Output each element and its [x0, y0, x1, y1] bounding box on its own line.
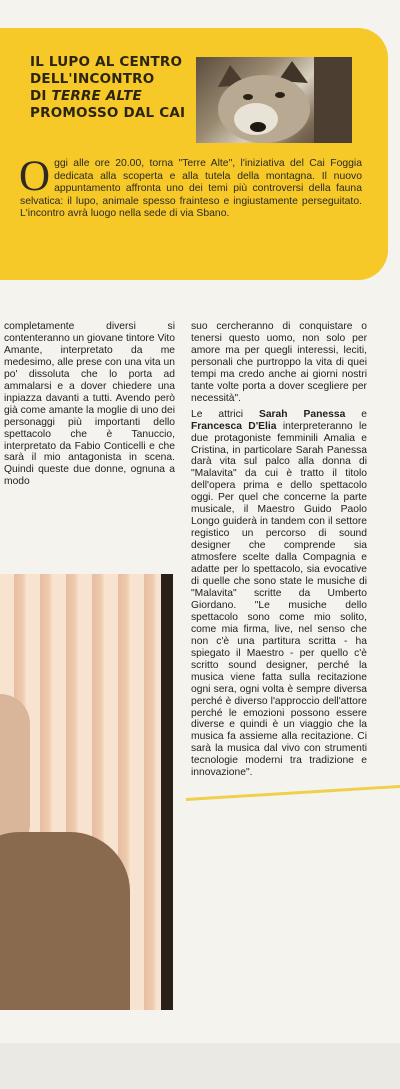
photo-shadow — [161, 574, 173, 1010]
right-column-paragraph-2 — [191, 409, 367, 780]
article-right-column — [191, 321, 367, 783]
actress-name-1: Sarah Panessa — [258, 408, 346, 420]
box-headline — [30, 54, 200, 122]
actress-name-2: Francesca D'Elia — [191, 420, 277, 432]
drop-cap: O — [19, 153, 51, 200]
headline-line-1: IL LUPO AL CENTRO — [30, 54, 183, 70]
photo-person-body — [0, 832, 130, 1010]
intro-text: ggi alle ore 20.00, torna "Terre Alte", l'iniziativa del Cai Foggia dedicata alla scoperta e alla tutela della montagna. Il nuovo appuntamento affronta uno dei temi più controversi della fauna selvatica: il lupo, animale spesso frainteso e ingiustamente perseguitato. L'incontro avrà luogo nella sede di via Sbano. — [20, 158, 362, 220]
page-bottom-margin — [0, 1043, 400, 1089]
article-photo — [0, 574, 173, 1010]
highlight-line — [186, 785, 400, 801]
p2-text-c: interpreteranno le due protagoniste femminili Amalia e Cristina, in particolare Sarah Panessa darà vita sul palco alla donna di "Malavita" da cui è tratto il titolo dell'opera prima e dello spettacolo oggi. Per quel che concerne la parte musicale, il Maestro Guido Paolo Longo guiderà in tandem con il settore registico un percorso di sound designer che comprende sia atmosfere scelte dalla Compagnia e adatte per lo spettacolo, sia evocative di quelle che sono state le musiche di "Malavita" scritte da Umberto Giordano. "Le musiche dello spettacolo sono come mio solito, come mia firma, live, nel senso che non c'è una partitura scritta - ha spiegato il Maestro - per quello c'è scritto sound designer, perché la musica viene fatta sulla recitazione ogni sera, ogni volta è sempre diversa perché è diverso l'approccio dell'attore perché le emozioni possono essere diverse e quindi è un viaggio che la musica fa assieme alla recitazione. Ci sarà la musica dal vivo con strumenti tecnologie moderni tra tradizione e innovazione". — [191, 420, 367, 779]
p2-text-b: e — [345, 408, 367, 420]
left-column-text: completamente diversi si contenteranno un giovane tintore Vito Amante, interpretato da me medesimo, alle prese con una vita un po' dissoluta che lo porta ad ammalarsi e a dover chiedere una inpiazza davanti a tutti. Avendo però già come amante la moglie di uno dei personaggi più importanti dello spettacolo che è Tanuccio, interpretato da Fabio Conticelli e che sarà il mio antagonista in scena. Quindi queste due donne, ognuna a modo — [4, 321, 175, 488]
headline-line-3 — [30, 88, 200, 105]
wolf-photo — [196, 57, 352, 143]
headline-line-2: DELL'INCONTRO — [30, 71, 155, 87]
right-column-paragraph-1: suo cercheranno di conquistare o tenersi questo uomo, non solo per amore ma per quegli interessi, leciti, personali che purtroppo la vita di quei tempi ma credo anche ai giorni nostri tante volte porta a dover scegliere per necessità". — [191, 321, 367, 404]
headline-line-4: PROMOSSO DAL CAI — [30, 105, 186, 121]
headline-italic: TERRE ALTE — [51, 88, 142, 104]
intro-paragraph — [19, 153, 362, 221]
photo-person-head — [0, 694, 30, 854]
p2-text-a: Le attrici — [191, 408, 259, 420]
article-left-column — [4, 321, 175, 492]
headline-prefix: DI — [30, 88, 52, 104]
